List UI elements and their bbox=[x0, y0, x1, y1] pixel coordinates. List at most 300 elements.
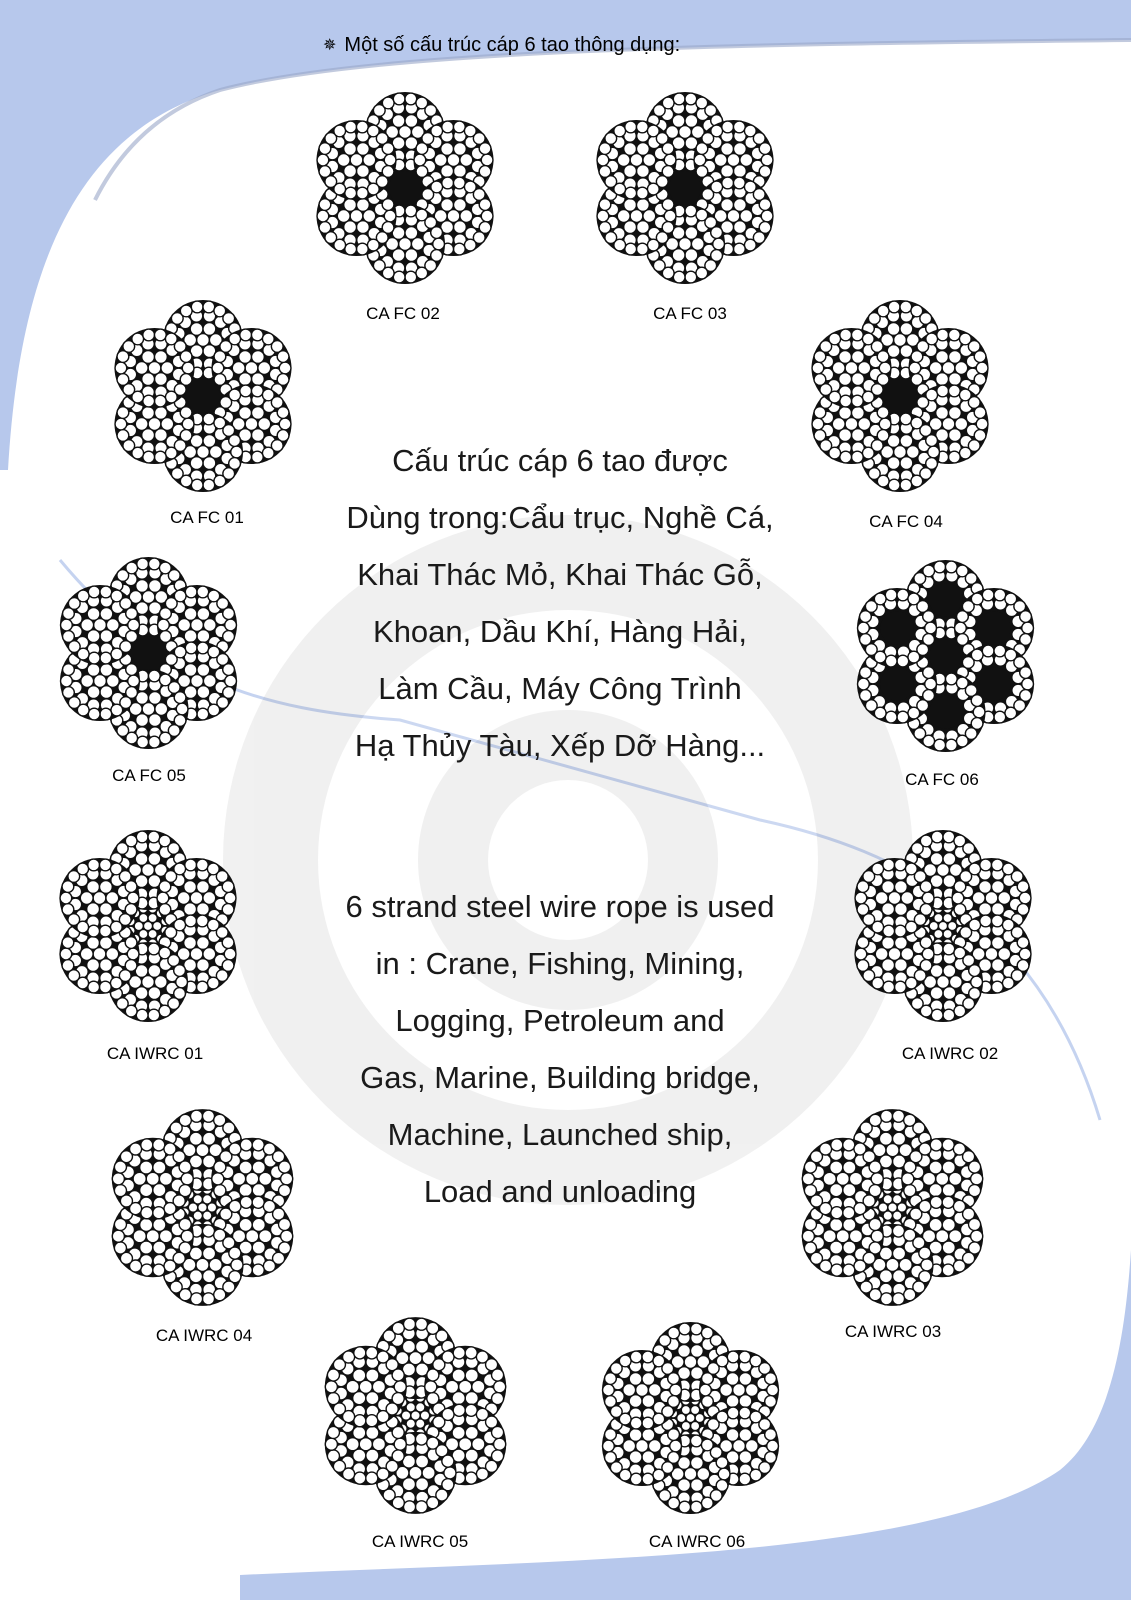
wire bbox=[814, 374, 826, 386]
wire bbox=[696, 166, 708, 178]
wire bbox=[382, 97, 394, 109]
wire bbox=[605, 1396, 617, 1408]
wire bbox=[991, 937, 1004, 950]
wire bbox=[877, 351, 889, 363]
wire bbox=[739, 1473, 751, 1485]
wire bbox=[716, 1411, 728, 1423]
strand bbox=[855, 858, 935, 938]
wire bbox=[196, 959, 209, 972]
wire bbox=[701, 1497, 713, 1509]
wire bbox=[251, 373, 264, 386]
wire bbox=[174, 692, 186, 704]
wire bbox=[191, 479, 203, 491]
wire bbox=[926, 389, 938, 401]
wire bbox=[465, 1449, 478, 1462]
wire bbox=[345, 121, 357, 133]
wire bbox=[174, 590, 186, 602]
wire bbox=[111, 648, 123, 660]
wire bbox=[948, 329, 960, 341]
rope-diagram-ca-iwrc-06 bbox=[588, 1318, 793, 1518]
wire bbox=[453, 165, 466, 178]
wire bbox=[179, 1114, 191, 1126]
wire bbox=[759, 199, 771, 211]
wire bbox=[885, 711, 897, 723]
strand bbox=[597, 120, 677, 200]
rope-cross-section bbox=[812, 300, 989, 492]
wire bbox=[202, 1225, 214, 1237]
wire bbox=[112, 1173, 124, 1185]
wire bbox=[196, 981, 208, 993]
wire bbox=[637, 199, 650, 212]
wire bbox=[761, 154, 773, 166]
wire bbox=[905, 921, 917, 933]
wire bbox=[920, 881, 932, 893]
wire bbox=[141, 1207, 153, 1219]
wire bbox=[184, 937, 197, 950]
wire bbox=[154, 329, 166, 341]
wire bbox=[945, 673, 957, 685]
wire bbox=[942, 1184, 955, 1197]
wire bbox=[942, 1139, 954, 1151]
wire bbox=[405, 205, 417, 217]
vi-line: Khai Thác Mỏ, Khai Thác Gỗ, bbox=[357, 557, 763, 592]
wire bbox=[392, 1322, 404, 1334]
wire bbox=[922, 948, 934, 960]
wire bbox=[114, 1242, 126, 1254]
wire bbox=[405, 227, 418, 240]
wire bbox=[196, 915, 208, 927]
wire bbox=[464, 239, 476, 251]
wire bbox=[393, 271, 405, 283]
wire bbox=[453, 143, 466, 156]
rope-cross-section bbox=[855, 830, 1032, 1022]
wire bbox=[722, 177, 734, 189]
wire bbox=[453, 221, 466, 234]
wire bbox=[721, 143, 734, 156]
wire bbox=[713, 238, 725, 250]
wire bbox=[945, 561, 957, 573]
wire bbox=[405, 271, 417, 283]
wire bbox=[642, 1473, 654, 1485]
wire bbox=[862, 447, 874, 459]
wire bbox=[879, 418, 891, 430]
wire bbox=[869, 1114, 881, 1126]
rope-diagram-ca-fc-02 bbox=[305, 88, 505, 288]
wire bbox=[88, 708, 100, 720]
wire bbox=[130, 1143, 142, 1155]
section-heading bbox=[323, 34, 680, 57]
wire bbox=[885, 655, 897, 667]
wire bbox=[197, 664, 210, 677]
english-description bbox=[290, 878, 830, 1220]
wire bbox=[100, 664, 113, 677]
wire bbox=[877, 407, 889, 419]
wire bbox=[974, 407, 986, 419]
wire bbox=[668, 1429, 680, 1441]
wire bbox=[87, 881, 100, 894]
wire bbox=[869, 1161, 881, 1173]
wire bbox=[943, 987, 956, 1000]
wire bbox=[327, 1393, 339, 1405]
wire bbox=[923, 667, 935, 679]
wire bbox=[952, 892, 964, 904]
wire bbox=[394, 1381, 406, 1393]
wire bbox=[711, 125, 723, 137]
wire bbox=[88, 981, 100, 993]
wire bbox=[957, 634, 969, 646]
wire bbox=[625, 243, 637, 255]
rope-cross-section bbox=[115, 300, 292, 492]
wire bbox=[971, 976, 983, 988]
wire bbox=[948, 407, 961, 420]
wire bbox=[980, 915, 992, 927]
wire bbox=[181, 1230, 193, 1242]
wire bbox=[911, 374, 923, 386]
strand bbox=[60, 585, 140, 665]
wire bbox=[678, 1345, 691, 1358]
wire bbox=[196, 859, 208, 871]
wire bbox=[900, 435, 913, 448]
rope-cross-section bbox=[597, 92, 774, 284]
wire bbox=[840, 395, 852, 407]
wire bbox=[718, 1468, 730, 1480]
wire bbox=[159, 904, 171, 916]
wire bbox=[919, 1143, 931, 1155]
wire bbox=[366, 1347, 378, 1359]
wire bbox=[802, 1230, 814, 1242]
wire bbox=[222, 937, 234, 949]
wire bbox=[685, 115, 698, 128]
wire bbox=[433, 238, 445, 250]
wire bbox=[614, 125, 626, 137]
wire bbox=[1019, 892, 1031, 904]
vi-line: Dùng trong:Cẩu trục, Nghề Cá, bbox=[346, 500, 774, 535]
wire bbox=[441, 143, 454, 156]
rope-cross-section bbox=[602, 1322, 779, 1514]
wire bbox=[874, 593, 886, 605]
wire bbox=[739, 1429, 752, 1442]
wire bbox=[63, 631, 75, 643]
wire bbox=[154, 451, 166, 463]
wire bbox=[925, 678, 937, 690]
wire bbox=[334, 125, 346, 137]
wire bbox=[176, 703, 188, 715]
wire bbox=[140, 1161, 153, 1174]
wire bbox=[733, 221, 746, 234]
wire bbox=[317, 154, 329, 166]
wire bbox=[900, 301, 912, 313]
wire bbox=[882, 881, 895, 894]
wire bbox=[624, 199, 637, 212]
wire bbox=[327, 1450, 339, 1462]
wire bbox=[252, 1218, 265, 1231]
wire bbox=[843, 1161, 856, 1174]
wire bbox=[143, 395, 155, 407]
wire bbox=[115, 362, 127, 374]
wire bbox=[354, 1472, 366, 1484]
wire bbox=[722, 121, 734, 133]
wire bbox=[240, 1139, 252, 1151]
wire bbox=[223, 608, 235, 620]
wire bbox=[991, 959, 1004, 972]
wire bbox=[405, 115, 418, 128]
wire bbox=[629, 1373, 642, 1386]
wire bbox=[174, 965, 186, 977]
wire bbox=[149, 580, 162, 593]
wire bbox=[922, 892, 934, 904]
vi-line: Khoan, Dầu Khí, Hàng Hải, bbox=[373, 614, 747, 649]
wire bbox=[869, 1218, 881, 1230]
wire bbox=[252, 1139, 264, 1151]
wire bbox=[393, 93, 405, 105]
wire bbox=[733, 243, 745, 255]
wire bbox=[943, 831, 955, 843]
wire bbox=[858, 678, 870, 690]
wire bbox=[739, 1451, 752, 1464]
wire bbox=[979, 881, 992, 894]
wire bbox=[143, 329, 155, 341]
wire bbox=[882, 937, 895, 950]
wire bbox=[240, 329, 252, 341]
wire bbox=[625, 187, 637, 199]
wire bbox=[136, 831, 148, 843]
wire bbox=[60, 892, 72, 904]
wire bbox=[908, 651, 920, 663]
wire bbox=[630, 1417, 642, 1429]
wire bbox=[229, 333, 241, 345]
wire bbox=[653, 1469, 665, 1481]
en-line: 6 strand steel wire rope is used bbox=[345, 889, 775, 924]
wire bbox=[343, 1351, 355, 1363]
wire bbox=[117, 374, 129, 386]
wire bbox=[636, 121, 648, 133]
wire bbox=[862, 391, 874, 403]
strand bbox=[60, 858, 140, 938]
wire bbox=[203, 1247, 216, 1260]
wire bbox=[382, 143, 394, 155]
wire bbox=[685, 205, 697, 217]
wire bbox=[153, 1207, 165, 1219]
wire bbox=[894, 981, 906, 993]
wire bbox=[928, 446, 940, 458]
rope-label: CA IWRC 01 bbox=[106, 1044, 204, 1063]
wire bbox=[88, 925, 100, 937]
wire bbox=[415, 1433, 427, 1445]
wire bbox=[971, 649, 983, 661]
wire bbox=[180, 407, 192, 419]
en-line: Machine, Launched ship, bbox=[387, 1117, 733, 1152]
wire bbox=[416, 166, 428, 178]
wire bbox=[142, 407, 155, 420]
wire bbox=[155, 429, 168, 442]
wire bbox=[229, 1200, 241, 1212]
wire bbox=[182, 418, 194, 430]
strand-fiber-core bbox=[977, 667, 1011, 701]
wire bbox=[973, 706, 985, 718]
wire bbox=[943, 1009, 955, 1021]
wire bbox=[630, 1473, 642, 1485]
wire bbox=[1022, 678, 1034, 690]
wire bbox=[357, 165, 370, 178]
wire bbox=[636, 187, 648, 199]
wire bbox=[442, 1351, 454, 1363]
wire bbox=[251, 385, 263, 397]
wire bbox=[87, 664, 100, 677]
wire bbox=[416, 267, 428, 279]
wire bbox=[153, 1241, 166, 1254]
wire bbox=[366, 1369, 379, 1382]
wire bbox=[202, 1110, 214, 1122]
wire bbox=[281, 1173, 293, 1185]
wire bbox=[969, 965, 981, 977]
wire bbox=[179, 1218, 191, 1230]
wire bbox=[431, 227, 443, 239]
wire bbox=[62, 904, 74, 916]
wire bbox=[366, 1392, 379, 1405]
strand bbox=[325, 1346, 407, 1428]
wire bbox=[252, 1184, 265, 1197]
wire bbox=[976, 418, 988, 430]
wire bbox=[839, 407, 852, 420]
wire bbox=[840, 451, 852, 463]
wire bbox=[852, 407, 865, 420]
rope-label: CA IWRC 03 bbox=[844, 1322, 942, 1341]
wire bbox=[239, 1218, 252, 1231]
wire bbox=[214, 1289, 226, 1301]
wire bbox=[702, 1396, 714, 1408]
wire bbox=[767, 1440, 779, 1452]
wire bbox=[356, 121, 368, 133]
wire bbox=[839, 351, 852, 364]
wire bbox=[344, 143, 357, 156]
wire bbox=[854, 1203, 866, 1215]
wire bbox=[885, 589, 897, 601]
vi-line: Cấu trúc cáp 6 tao được bbox=[392, 443, 728, 478]
wire bbox=[112, 1230, 124, 1242]
wire bbox=[942, 1196, 954, 1208]
wire bbox=[190, 323, 203, 336]
wire bbox=[880, 1293, 892, 1305]
rope-diagram-ca-iwrc-02 bbox=[843, 826, 1043, 1026]
wire bbox=[225, 619, 237, 631]
wire bbox=[877, 305, 889, 317]
wire bbox=[637, 221, 650, 234]
wire bbox=[843, 1241, 856, 1254]
wire bbox=[148, 943, 160, 955]
wire bbox=[126, 608, 138, 620]
wire bbox=[405, 249, 418, 262]
wire bbox=[377, 1411, 389, 1423]
wire bbox=[465, 1472, 477, 1484]
wire bbox=[976, 362, 988, 374]
wire bbox=[229, 389, 241, 401]
wire bbox=[402, 1340, 415, 1353]
wire bbox=[174, 863, 186, 875]
wire bbox=[114, 1185, 126, 1197]
wire bbox=[920, 937, 932, 949]
wire bbox=[673, 93, 685, 105]
wire bbox=[895, 937, 908, 950]
wire bbox=[991, 915, 1003, 927]
wire bbox=[110, 921, 122, 933]
wire bbox=[61, 619, 73, 631]
wire bbox=[1020, 611, 1032, 623]
wire bbox=[125, 937, 137, 949]
wire bbox=[852, 351, 865, 364]
wire bbox=[716, 1355, 728, 1367]
wire bbox=[860, 634, 872, 646]
rope-diagram-ca-fc-01 bbox=[98, 296, 308, 496]
wire bbox=[923, 611, 935, 623]
wire bbox=[100, 652, 112, 664]
rope-cross-section bbox=[60, 557, 237, 749]
wire bbox=[239, 351, 252, 364]
wire bbox=[812, 418, 824, 430]
strand bbox=[812, 328, 892, 408]
wire bbox=[802, 1173, 814, 1185]
wire bbox=[948, 351, 961, 364]
wire bbox=[367, 239, 379, 251]
wire bbox=[202, 1293, 214, 1305]
wire bbox=[345, 243, 357, 255]
wire bbox=[143, 451, 155, 463]
wire bbox=[453, 1347, 465, 1359]
wire bbox=[185, 859, 197, 871]
wire bbox=[416, 1455, 429, 1468]
wire bbox=[453, 199, 466, 212]
wire bbox=[934, 561, 946, 573]
wire bbox=[441, 199, 454, 212]
vietnamese-description bbox=[290, 432, 830, 774]
wire bbox=[154, 395, 166, 407]
wire bbox=[991, 981, 1003, 993]
wire bbox=[750, 1469, 762, 1481]
wire bbox=[921, 1259, 933, 1271]
wire bbox=[174, 646, 186, 658]
wire bbox=[279, 1161, 291, 1173]
wire bbox=[184, 664, 197, 677]
wire bbox=[345, 187, 357, 199]
wire bbox=[855, 948, 867, 960]
wire bbox=[994, 711, 1006, 723]
wire bbox=[239, 407, 252, 420]
wire bbox=[830, 1218, 843, 1231]
wire bbox=[653, 1413, 665, 1425]
wire bbox=[212, 362, 224, 374]
wire bbox=[225, 675, 237, 687]
wire bbox=[673, 271, 685, 283]
rope-diagram-ca-fc-06 bbox=[843, 556, 1048, 756]
wire bbox=[125, 835, 137, 847]
rope-cross-section bbox=[60, 830, 237, 1022]
wire bbox=[164, 1203, 176, 1215]
wire bbox=[115, 418, 127, 430]
wire bbox=[926, 435, 938, 447]
wire bbox=[357, 143, 370, 156]
wire bbox=[982, 589, 994, 601]
wire bbox=[442, 121, 454, 133]
rope-label: CA FC 03 bbox=[653, 304, 727, 323]
strand-fiber-core bbox=[929, 695, 963, 729]
wire bbox=[893, 1270, 906, 1283]
wire bbox=[252, 1196, 264, 1208]
wire bbox=[481, 210, 493, 222]
rope-label: CA IWRC 02 bbox=[901, 1044, 999, 1063]
wire bbox=[100, 959, 113, 972]
strand bbox=[857, 588, 937, 668]
wire bbox=[203, 435, 216, 448]
wire bbox=[923, 565, 935, 577]
